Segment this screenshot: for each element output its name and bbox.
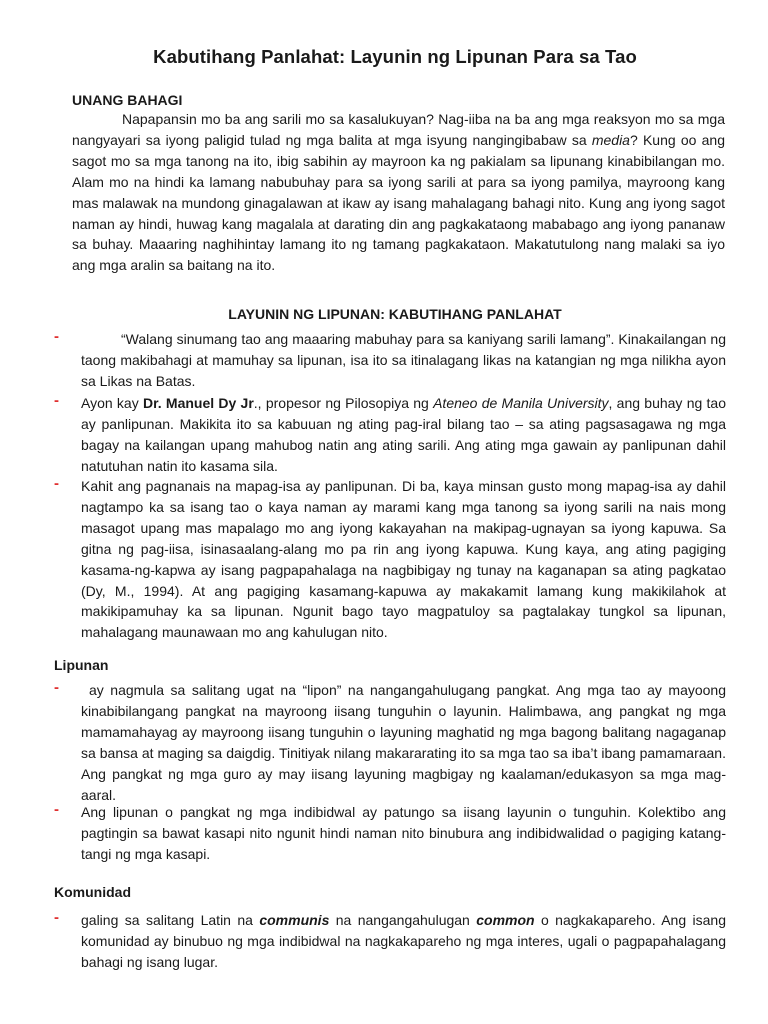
section-heading-komunidad: Komunidad: [54, 884, 131, 900]
text-span: ., propesor ng Pilosopiya ng: [253, 395, 434, 411]
list-item-text: “Walang sinumang tao ang maaaring mabuhay para sa kaniyang sarili lamang”. Kinakailangan ng taong makibahagi at mamuhay sa lipunan, isa ito sa itinalagang likas na katangian ng mga nilikha ayon sa Likas na Batas.: [81, 331, 726, 389]
list-item-text: Kahit ang pagnanais na mapag-isa ay panlipunan. Di ba, kaya minsan gusto mong mapag-isa ay dahil nagtampo ka sa isang tao o kaya naman ay marami kang mga tanong sa iyong sarili na nais mong masagot upang mas mapalago mo ang iyong kakayahan na makipag-ugnayan sa iyong kapuwa. Sa gitna ng pag-iisa, isinasaalang-alang mo pa rin ang iyong kapuwa. Kung kaya, ang ating pagiging kasama-ng-kapwa ay isang pagpapahalaga na nagbibigay ng tunay na kaganapan sa ating pagkatao (Dy, M., 1994). At ang pagiging kasamang-kapuwa ay makakamit lamang kung makikilahok at makikipamuhay ka sa lipunan. Ngunit bago tayo magpatuloy sa pagtalakay tungkol sa lipunan, mahalagang maunawaan mo ang kahulugan nito.: [81, 478, 726, 641]
list-item: [54, 476, 726, 643]
bold-italic-term: common: [476, 912, 535, 928]
bullet-dash: -: [54, 392, 59, 409]
list-item: [54, 393, 726, 477]
list-item: [54, 329, 726, 392]
section-heading-unang-bahagi: UNANG BAHAGI: [72, 92, 183, 108]
text-span: , ang buhay ng tao ay panlipunan. Makikita ito sa kabuuan ng ating pag-iral bilang tao – sa ating pagsasagawa ng mga bagay na kailangan upang mahubog natin ang ating sarili. Ang ating mga gawain ay panlipunan dahil natutuhan natin ito kasama sila.: [81, 395, 726, 474]
text-span: na nangangahulugan: [329, 912, 477, 928]
list-item-text: Ang lipunan o pangkat ng mga indibidwal ay patungo sa iisang layunin o tunguhin. Kolektibo ang pagtingin sa bawat kasapi nito ngunit hindi naman nito binubura ang indibidwalidad o pagiging katang-tangi ng mga kasapi.: [81, 804, 726, 862]
section-heading-layunin: LAYUNIN NG LIPUNAN: KABUTIHANG PANLAHAT: [228, 306, 562, 322]
list-item-text: [81, 910, 726, 973]
intro-text-media: media: [591, 131, 630, 148]
bullet-dash: -: [54, 475, 59, 492]
bullet-dash: -: [54, 328, 59, 345]
list-item-text: ay nagmula sa salitang ugat na “lipon” na nangangahulugang pangkat. Ang mga tao ay mayoong kinabibilangang pangkat na mayroong iisang tunguhin o layunin. Halimbawa, ang pangkat ng mga mamamahayag ay mayroong iisang tunguhin o layuning maghatid ng mga bagong balitang nagaganap sa bansa at maging sa daigdig. Tinitiyak nilang makararating ito sa mga tao sa iba’t ibang pamamaraan. Ang pangkat ng mga guro ay may iisang layuning magbigay ng kaalaman/edukasyon sa mga mag-aaral.: [81, 682, 726, 803]
bold-italic-term: communis: [259, 912, 330, 928]
bullet-dash: -: [54, 801, 59, 818]
intro-paragraph: [72, 109, 725, 276]
text-span: Ayon kay: [81, 395, 143, 411]
list-item: [54, 910, 726, 973]
list-item-text: [81, 393, 726, 477]
section-heading-lipunan: Lipunan: [54, 657, 109, 673]
italic-university: Ateneo de Manila University: [433, 395, 609, 411]
intro-text-part2: ? Kung oo ang sagot mo sa mga tanong na ito, ibig sabihin ay mayroon ka ng pakialam sa lipunang kinabibilangan mo. Alam mo na hindi ka lamang nabubuhay para sa iyong sarili at para sa iyong pamilya, mayroong kang mas malawak na mundong ginagalawan at ikaw ay isang mahalagang bahagi nito. Kung ang iyong sagot naman ay hindi, huwag kang magalala at darating din ang pagkakataong mababago ang iyong pananaw sa buhay. Maaaring naghihintay lamang ito ng tamang pagkakataon. Makatutulong nang malaki sa iyo ang mga aralin sa baitang na ito.: [72, 131, 725, 274]
text-span: o nagkakapareho. Ang isang komunidad ay binubuo ng mga indibidwal na nagkakapareho ng mga interes, ugali o pagpapahalagang bahagi ng isang lugar.: [81, 912, 726, 970]
intro-text-part1: Napapansin mo ba ang sarili mo sa kasalukuyan? Nag-iiba na ba ang mga reaksyon mo sa mga nangyayari sa iyong paligid tulad ng mga balita at mga isyung nangingibabaw sa: [72, 111, 725, 148]
bold-name: Dr. Manuel Dy Jr: [142, 395, 254, 411]
bullet-dash: -: [54, 679, 59, 696]
text-span: galing sa salitang Latin na: [81, 912, 260, 928]
list-item: [54, 802, 726, 865]
list-item: [54, 680, 726, 805]
document-title: Kabutihang Panlahat: Layunin ng Lipunan Para sa Tao: [153, 46, 637, 67]
bullet-dash: -: [54, 909, 59, 926]
